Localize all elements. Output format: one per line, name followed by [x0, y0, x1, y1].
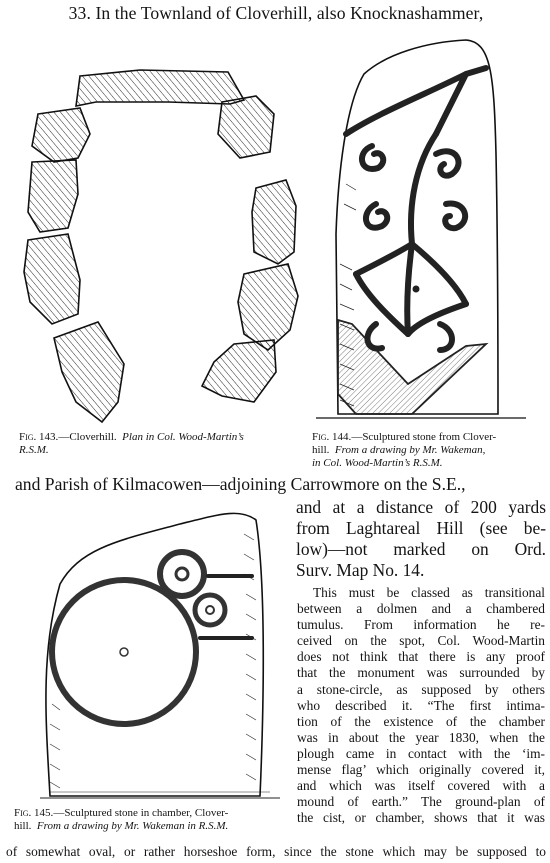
fig-145-line2a: hill.	[14, 820, 32, 832]
right-column-line: from Laghtareal Hill (see be-	[296, 518, 546, 538]
fig-144-line2a: hill.	[312, 444, 330, 456]
fig-144-label: Fig. 144.	[312, 431, 352, 443]
body-line: mound of earth.” The ground-plan of	[297, 794, 545, 810]
fig-143-source: Plan in Col. Wood-Martin’s	[122, 431, 244, 443]
body-line: This must be classed as transitional	[313, 585, 545, 600]
fig-143-source-2: R.S.M.	[19, 444, 49, 456]
body-line: tumulus. From information he re-	[297, 617, 545, 633]
body-line: between a dolmen and a chambered	[297, 601, 545, 617]
right-column-line: low)—not marked on Ord.	[296, 539, 546, 559]
body-line: tion of the existence of the chamber	[297, 713, 545, 729]
body-text	[297, 585, 545, 826]
fig-144-line2b: From a drawing by Mr. Wakeman,	[334, 444, 486, 456]
right-column-line: and at a distance of 200 yards	[296, 497, 546, 517]
fig-143-label: Fig. 143.	[19, 431, 59, 443]
caption-fig-145	[14, 807, 294, 833]
body-line: who described it. “The first intima-	[297, 697, 545, 713]
body-line: plough came in contact with the ‘im-	[297, 745, 545, 761]
body-line: that the monument was surrounded by	[297, 665, 545, 681]
body-line: and which was itself covered with a	[297, 778, 545, 794]
fig-144-line3: in Col. Wood-Martin’s R.S.M.	[312, 457, 443, 469]
caption-fig-144	[312, 431, 544, 470]
body-line: was in about the year 1830, when the	[297, 729, 545, 745]
caption-fig-143	[19, 431, 309, 457]
fig-145-line2b: From a drawing by Mr. Wakeman in R.S.M.	[36, 820, 229, 832]
bottom-line: of somewhat oval, or rather horseshoe form, since the stone which may be supposed to	[6, 844, 546, 859]
parish-line: and Parish of Kilmacowen—adjoining Carrowmore on the S.E.,	[15, 474, 466, 494]
right-column-line: Surv. Map No. 14.	[296, 560, 425, 580]
page-heading: 33. In the Townland of Cloverhill, also Knocknashammer,	[68, 3, 484, 23]
fig-145-label: Fig. 145.	[14, 807, 54, 819]
body-line: a stone-circle, as supposed by others	[297, 681, 545, 697]
figure-144-sculptured-stone	[316, 34, 536, 420]
body-line: ceived on the spot, Col. Wood-Martin	[297, 633, 545, 649]
body-line: mense flag’ which originally covered it,	[297, 762, 545, 778]
figure-143-plan	[18, 62, 308, 424]
fig-144-title: —Sculptured stone from Clover-	[351, 431, 497, 443]
body-line: does not think that there is any proof	[297, 649, 545, 665]
right-column-large	[296, 497, 546, 581]
fig-143-title: —Cloverhill.	[58, 431, 117, 443]
body-line: the cist, or chamber, shows that it was	[297, 810, 545, 826]
figure-145-sculptured-stone	[30, 504, 292, 802]
fig-145-title: —Sculptured stone in chamber, Clover-	[53, 807, 229, 819]
